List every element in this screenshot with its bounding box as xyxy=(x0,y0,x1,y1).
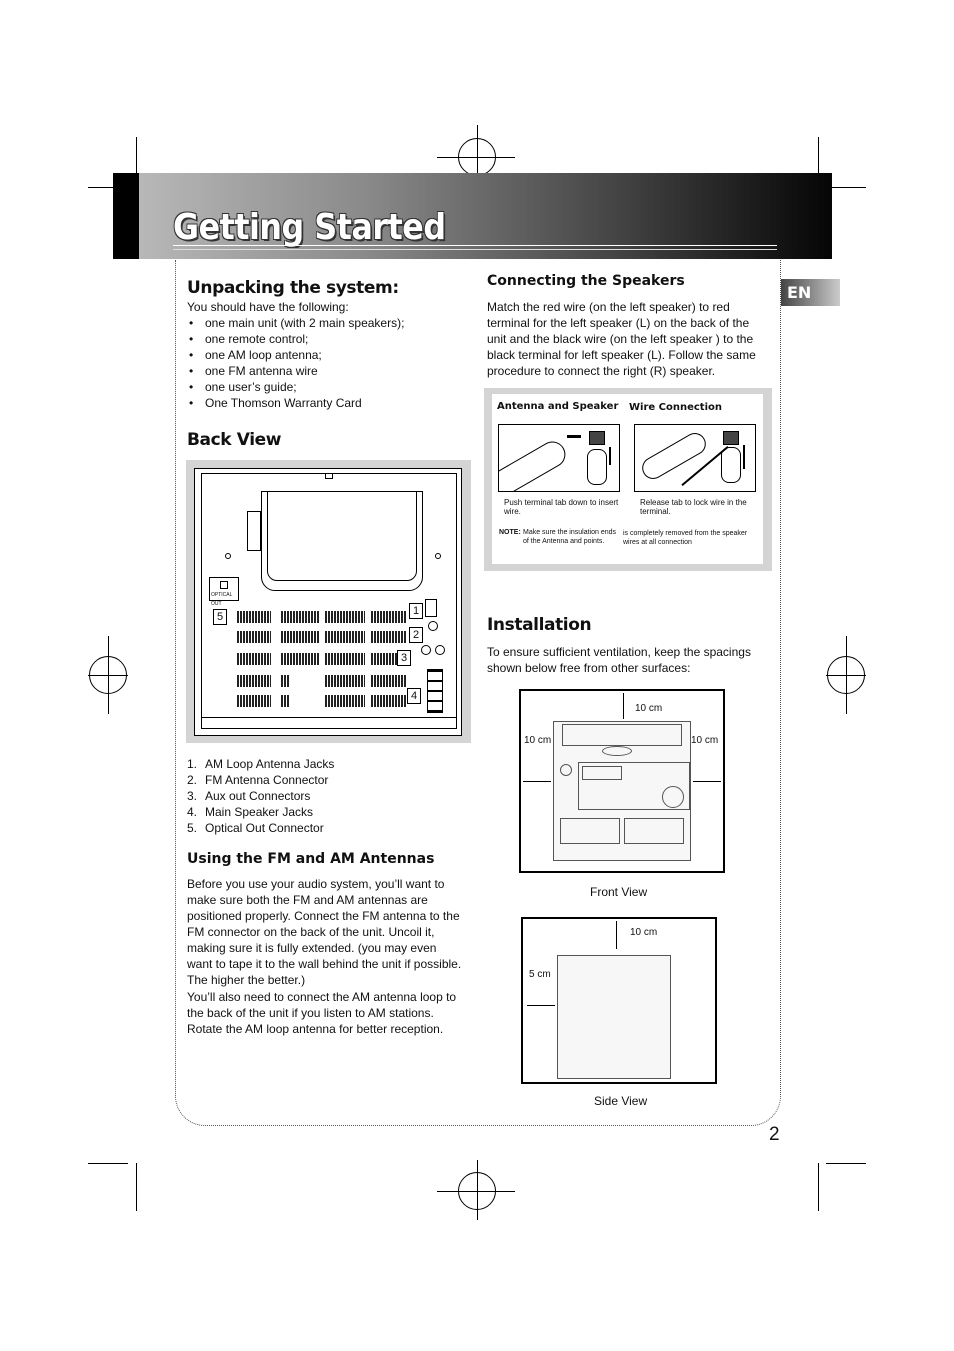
list-item: • one FM antenna wire xyxy=(187,363,447,379)
installation-paragraph: To ensure sufficient ventilation, keep the spacings shown below free from other surfaces: xyxy=(487,645,751,675)
side-view-diagram xyxy=(521,917,717,1084)
note-left: Make sure the insulation ends of the Antenna and points. xyxy=(523,529,616,545)
callout-4: 4 xyxy=(407,688,421,704)
list-item: 5. Optical Out Connector xyxy=(187,821,324,835)
callout-3: 3 xyxy=(397,650,411,666)
wire-box-title-b: Wire Connection xyxy=(629,402,723,413)
side-top-spacing: 10 cm xyxy=(630,927,658,938)
language-tab: EN xyxy=(781,279,840,306)
list-item: • one main unit (with 2 main speakers); xyxy=(187,315,447,331)
front-right-spacing: 10 cm xyxy=(691,735,719,746)
installation-heading: Installation xyxy=(487,615,592,635)
front-left-spacing: 10 cm xyxy=(524,735,552,746)
list-item: • one AM loop antenna; xyxy=(187,347,447,363)
wire-box-title-a: Antenna and Speaker xyxy=(497,401,619,412)
speakers-paragraph: Match the red wire (on the left speaker) to red terminal for the left speaker (L) on the back of the unit and the black wire (on the left speaker ) to the black terminal for left speaker (L). Follow the same procedure to connect the right (R) speaker. xyxy=(487,300,756,378)
release-tab-illustration xyxy=(634,424,756,492)
note-label: NOTE: xyxy=(499,529,521,536)
push-tab-illustration xyxy=(498,424,620,492)
list-item: • One Thomson Warranty Card xyxy=(187,395,447,411)
page-number: 2 xyxy=(769,1124,780,1145)
wire-connection-box xyxy=(484,388,772,571)
antennas-paragraph-1: Before you use your audio system, you’ll want to make sure both the FM and AM antennas are positioned properly. Connect the FM antenna to the FM connector on the back of the unit. Uncoil it, making sure it is fully extended. (you may even want to tape it to the wall behind the unit if possible. The higher the better.) xyxy=(187,877,462,987)
list-item: 4. Main Speaker Jacks xyxy=(187,805,314,819)
side-view-caption: Side View xyxy=(594,1094,648,1108)
speakers-heading: Connecting the Speakers xyxy=(487,273,685,289)
front-view-diagram xyxy=(519,689,725,873)
push-caption: Push terminal tab down to insert wire. xyxy=(504,498,619,516)
note-right: is completely removed from the speaker wires at all connection xyxy=(623,530,748,546)
optical-out-label: OPTICAL OUT xyxy=(211,592,233,607)
back-view-illustration xyxy=(186,460,471,743)
front-top-spacing: 10 cm xyxy=(635,703,663,714)
list-item: 2. FM Antenna Connector xyxy=(187,773,329,787)
release-caption: Release tab to lock wire in the terminal. xyxy=(640,498,747,516)
antennas-paragraph-2: You’ll also need to connect the AM antenna loop to the back of the unit if you listen to AM stations. Rotate the AM loop antenna for better reception. xyxy=(187,990,457,1036)
unpacking-heading: Unpacking the system: xyxy=(187,278,399,298)
unpacking-intro: You should have the following: xyxy=(187,300,349,314)
callout-1: 1 xyxy=(409,603,423,619)
list-item: • one user’s guide; xyxy=(187,379,447,395)
callout-5: 5 xyxy=(213,609,227,625)
list-item: 1. AM Loop Antenna Jacks xyxy=(187,757,335,771)
list-item: 3. Aux out Connectors xyxy=(187,789,311,803)
antennas-heading: Using the FM and AM Antennas xyxy=(187,851,435,867)
callout-2: 2 xyxy=(409,627,423,643)
list-item: • one remote control; xyxy=(187,331,447,347)
front-view-caption: Front View xyxy=(590,885,648,899)
unpacking-list xyxy=(187,315,447,411)
side-left-spacing: 5 cm xyxy=(529,969,551,980)
back-view-legend xyxy=(187,756,447,836)
page-title: Getting Started xyxy=(173,207,446,248)
back-view-heading: Back View xyxy=(187,430,282,450)
header-banner xyxy=(113,173,832,259)
